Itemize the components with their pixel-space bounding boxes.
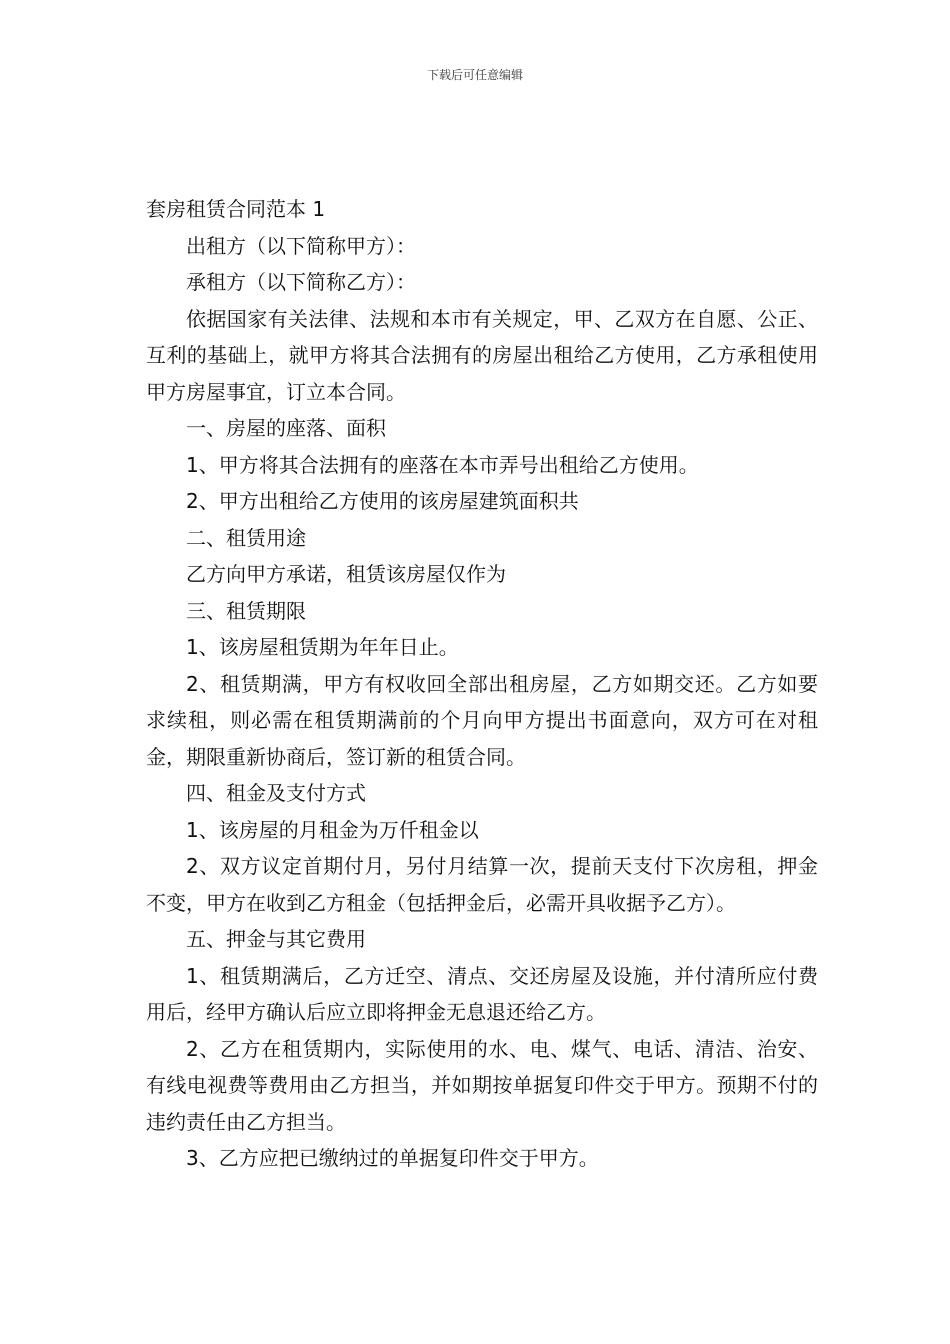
document-body [146,191,818,1177]
section-heading-term: 三、租赁期限 [186,598,306,623]
paragraph-deposit-1: 1、租赁期满后，乙方迁空、清点、交还房屋及设施，并付清所应付费用后，经甲方确认后应立即将押金无息退还给乙方。 [146,963,818,1024]
page-header-note: 下载后可任意编辑 [426,68,523,82]
paragraph-rent-2: 2、双方议定首期付月，另付月结算一次，提前天支付下次房租，押金不变，甲方在收到乙方租金（包括押金后，必需开具收据予乙方）。 [146,854,818,915]
paragraph-deposit-2: 2、乙方在租赁期内，实际使用的水、电、煤气、电话、清洁、治安、有线电视费等费用由乙方担当，并如期按单据复印件交于甲方。预期不付的违约责任由乙方担当。 [146,1036,818,1134]
section-heading-rent: 四、租金及支付方式 [186,781,366,805]
paragraph-deposit-3: 3、乙方应把已缴纳过的单据复印件交于甲方。 [186,1146,599,1170]
paragraph-rent-1: 1、该房屋的月租金为万仟租金以 [186,817,479,842]
document-title: 套房租赁合同范本 1 [146,197,326,221]
section-heading-deposit: 五、押金与其它费用 [186,927,366,951]
paragraph-location-1: 1、甲方将其合法拥有的座落在本市弄号出租给乙方使用。 [186,452,699,477]
paragraph-preamble: 依据国家有关法律、法规和本市有关规定，甲、乙双方在自愿、公正、互利的基础上，就甲方将其合法拥有的房屋出租给乙方使用，乙方承租使用甲方房屋事宜，订立本合同。 [146,306,818,404]
paragraph-purpose: 乙方向甲方承诺，租赁该房屋仅作为 [186,562,506,586]
paragraph-term-2: 2、租赁期满，甲方有权收回全部出租房屋，乙方如期交还。乙方如要求续租，则必需在租赁期满前的个月向甲方提出书面意向，双方可在对租金，期限重新协商后，签订新的租赁合同。 [146,671,818,769]
paragraph-lessee: 承租方（以下简称乙方）： [186,270,416,294]
paragraph-lessor: 出租方（以下简称甲方）： [186,233,416,258]
paragraph-location-2: 2、甲方出租给乙方使用的该房屋建筑面积共 [186,489,579,513]
section-heading-purpose: 二、租赁用途 [186,525,306,550]
paragraph-term-1: 1、该房屋租赁期为年年日止。 [186,635,459,659]
section-heading-location: 一、房屋的座落、面积 [186,416,386,440]
